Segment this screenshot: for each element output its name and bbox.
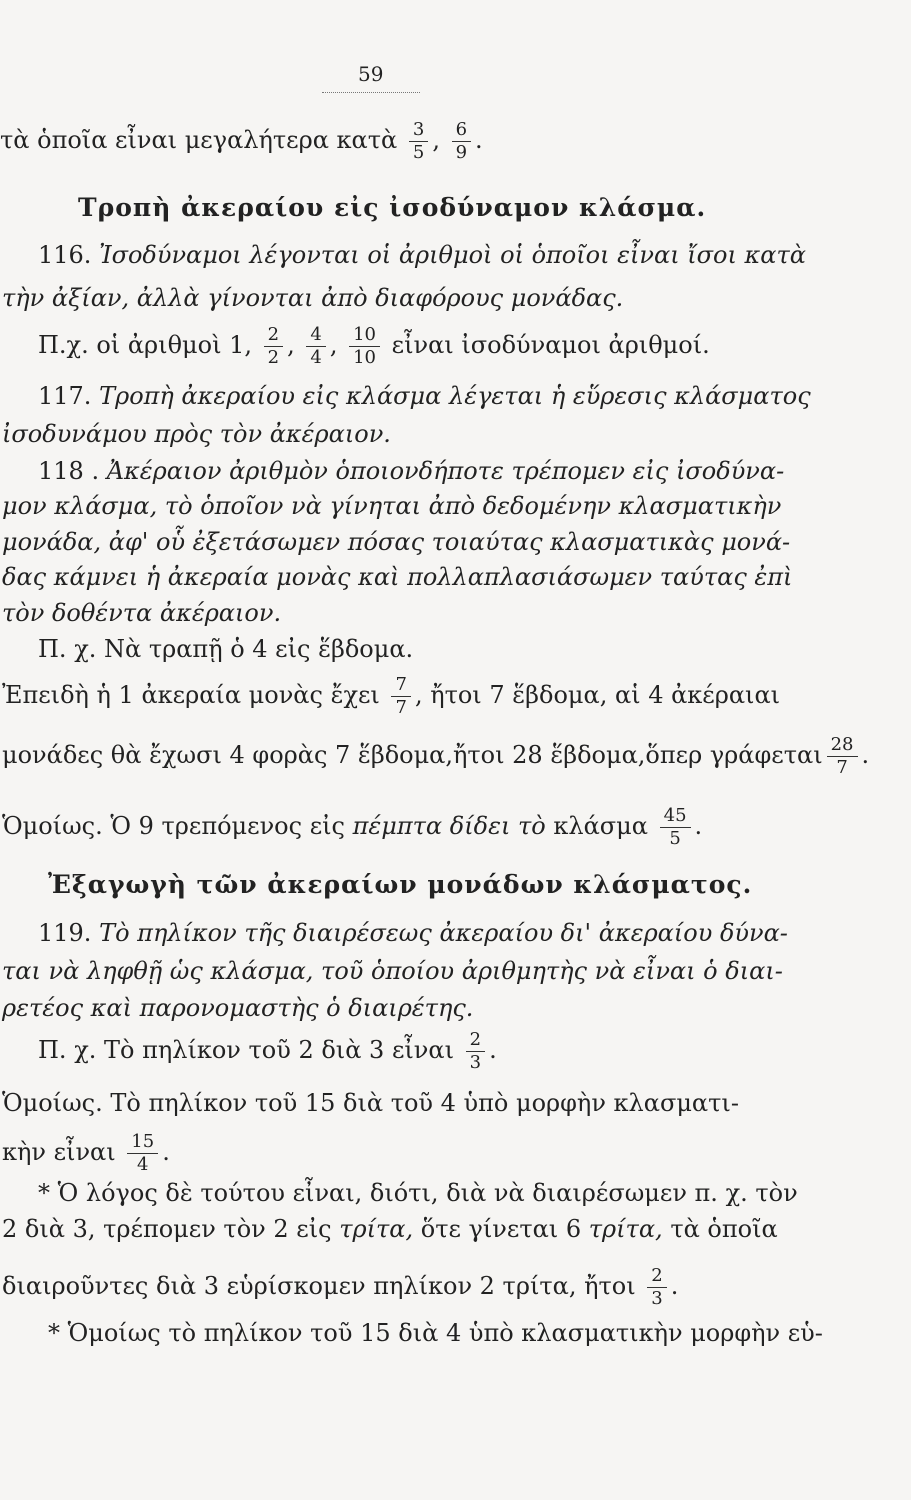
footnote-line: * Ὁ λόγος δὲ τούτου εἶναι, διότι, διὰ νὰ διαιρέσωμεν π. χ. τὸν	[38, 1179, 798, 1207]
line-text: δίδει τὸ	[449, 812, 546, 840]
text-line: τὰ ὁποῖα εἶναι μεγαλήτερα κατὰ $\frac{3}{5}$ , $\frac{6}{9}$ .	[0, 119, 483, 163]
numerator: 6	[455, 119, 468, 140]
text-line: Ὁμοίως. Τὸ πηλίκον τοῦ 15 διὰ τοῦ 4 ὑπὸ μορφὴν κλασματι-	[2, 1089, 739, 1117]
paragraph-number: 118 .	[38, 457, 100, 485]
text-line: ἰσοδυνάμου πρὸς τὸν ἀκέραιον.	[2, 420, 391, 448]
footnote-line: * Ὁμοίως τὸ πηλίκον τοῦ 15 διὰ 4 ὑπὸ κλασματικὴν μορφὴν εὑ-	[48, 1319, 823, 1347]
line-text: τρίτα,	[339, 1215, 414, 1243]
numerator: 2	[267, 324, 280, 345]
line-text: , ἤτοι 7 ἕβδομα, αἱ 4 ἀκέραιαι	[414, 681, 781, 709]
line-text: Ἐπειδὴ ἡ 1 ἀκεραία μονὰς ἔχει	[2, 681, 380, 709]
header-rule	[322, 92, 420, 93]
denominator: 7	[395, 697, 407, 718]
text-line	[38, 918, 788, 948]
page-number: 59	[358, 62, 384, 86]
text-line: μον κλάσμα, τὸ ὁποῖον νὰ γίνηται ἀπὸ δεδομένην κλασματικὴν	[2, 492, 782, 520]
denominator: 2	[267, 347, 280, 368]
fraction	[647, 1266, 666, 1309]
section-heading: Ἐξαγωγὴ τῶν ἀκεραίων μονάδων κλάσματος.	[48, 870, 753, 899]
line-text: εἶναι ἰσοδύναμοι ἀριθμοί.	[391, 331, 710, 359]
text-line	[38, 381, 811, 411]
fraction	[409, 120, 428, 163]
fraction	[827, 735, 858, 778]
numerator: 2	[651, 1265, 663, 1286]
footnote-line	[2, 1214, 778, 1244]
numerator: 3	[412, 119, 425, 140]
line-text: Τὸ πηλίκον τῆς διαιρέσεως ἀκεραίου δι' ἀκεραίου δύνα-	[99, 919, 788, 947]
denominator: 3	[469, 1052, 482, 1073]
fraction	[306, 325, 325, 368]
text-line: μονάδες θὰ ἔχωσι 4 φορὰς 7 ἕβδομα,ἤτοι 28 ἕβδομα,ὅπερ γράφεται $\frac{28}{7}$ .	[2, 734, 870, 778]
line-text: Τροπὴ ἀκεραίου εἰς κλάσμα λέγεται ἡ εὕρεσις κλάσματος	[99, 382, 811, 410]
numerator: 45	[663, 805, 687, 826]
fraction	[349, 325, 380, 368]
line-text: Ἀκέραιον ἀριθμὸν ὁποιονδήποτε τρέπομεν εἰς ἰσοδύνα-	[106, 457, 785, 485]
numerator: 15	[131, 1131, 155, 1152]
denominator: 5	[412, 142, 425, 163]
text-line: Π.χ. οἱ ἀριθμοὶ 1, $\frac{2}{2}$ , $\frac{4}{4}$ , $\frac{10}{10}$ εἶναι ἰσοδύναμοι ἀριθμοί.	[38, 324, 710, 368]
line-text: Π.χ. οἱ ἀριθμοὶ 1,	[38, 331, 253, 359]
numerator: 4	[310, 324, 322, 345]
text-line: Ὁμοίως. Ὁ 9 τρεπόμενος εἰς πέμπτα δίδει τὸ κλάσμα $\frac{45}{5}$ .	[2, 805, 703, 849]
text-line: Π. χ. Τὸ πηλίκον τοῦ 2 διὰ 3 εἶναι $\frac{2}{3}$ .	[38, 1029, 497, 1073]
text-line: κὴν εἶναι $\frac{15}{4}$ .	[2, 1131, 170, 1175]
line-text: 2 διὰ 3, τρέπομεν τὸν 2 εἰς	[2, 1215, 332, 1243]
footnote-line: διαιροῦντες διὰ 3 εὑρίσκομεν πηλίκον 2 τρίτα, ἤτοι $\frac{2}{3}$ .	[2, 1265, 679, 1309]
section-heading: Τροπὴ ἀκεραίου εἰς ἰσοδύναμον κλάσμα.	[78, 193, 707, 222]
numerator: 10	[353, 324, 376, 345]
line-text: κὴν εἶναι	[2, 1138, 116, 1166]
fraction	[660, 806, 691, 849]
fraction	[452, 120, 471, 163]
denominator: 9	[455, 142, 468, 163]
line-text: μονάδες θὰ ἔχωσι 4 φορὰς 7 ἕβδομα,ἤτοι 28 ἕβδομα,ὅπερ γράφεται	[2, 741, 823, 769]
line-text: τὰ ὁποῖα εἶναι μεγαλήτερα κατὰ	[0, 126, 398, 154]
denominator: 4	[137, 1154, 149, 1175]
denominator: 10	[353, 347, 376, 368]
line-text: διαιροῦντες διὰ 3 εὑρίσκομεν πηλίκον 2 τρίτα, ἤτοι	[2, 1272, 636, 1300]
text-line: τὴν ἀξίαν, ἀλλὰ γίνονται ἀπὸ διαφόρους μονάδας.	[2, 284, 624, 312]
numerator: 2	[469, 1029, 482, 1050]
line-text: τὰ ὁποῖα	[670, 1215, 778, 1243]
numerator: 28	[830, 734, 854, 755]
text-line	[38, 456, 784, 486]
text-line	[2, 675, 780, 718]
numerator: 7	[395, 674, 407, 695]
denominator: 7	[836, 757, 848, 778]
line-text: Ὁμοίως. Ὁ 9 τρεπόμενος εἰς	[2, 812, 345, 840]
text-line: μονάδα, ἀφ' οὗ ἐξετάσωμεν πόσας τοιαύτας κλασματικὰς μονά-	[2, 528, 791, 556]
line-text: κλάσμα	[553, 812, 648, 840]
line-text: τρίτα,	[588, 1215, 663, 1243]
text-line: τὸν δοθέντα ἀκέραιον.	[2, 599, 282, 627]
denominator: 3	[651, 1288, 663, 1309]
line-text: πέμπτα	[352, 812, 443, 840]
fraction	[264, 325, 283, 368]
fraction	[466, 1030, 485, 1073]
fraction	[127, 1132, 158, 1175]
paragraph-number: 116.	[38, 241, 92, 269]
denominator: 5	[669, 828, 681, 849]
line-text: ὅτε γίνεται 6	[420, 1215, 582, 1243]
text-line	[38, 240, 806, 270]
text-line: Π. χ. Νὰ τραπῇ ὁ 4 εἰς ἕβδομα.	[38, 635, 414, 663]
fraction	[391, 675, 410, 718]
text-line: ται νὰ ληφθῇ ὡς κλάσμα, τοῦ ὁποίου ἀριθμητὴς νὰ εἶναι ὁ διαι-	[2, 957, 783, 985]
paragraph-number: 119.	[38, 919, 92, 947]
line-text: Π. χ. Τὸ πηλίκον τοῦ 2 διὰ 3 εἶναι	[38, 1036, 455, 1064]
line-text: Ἰσοδύναμοι λέγονται οἱ ἀριθμοὶ οἱ ὁποῖοι εἶναι ἴσοι κατὰ	[99, 241, 806, 269]
text-line: δας κάμνει ἡ ἀκεραία μονὰς καὶ πολλαπλασιάσωμεν ταύτας ἐπὶ	[2, 563, 793, 591]
denominator: 4	[310, 347, 322, 368]
paragraph-number: 117.	[38, 382, 92, 410]
text-line: ρετέος καὶ παρονομαστὴς ὁ διαιρέτης.	[2, 994, 474, 1022]
